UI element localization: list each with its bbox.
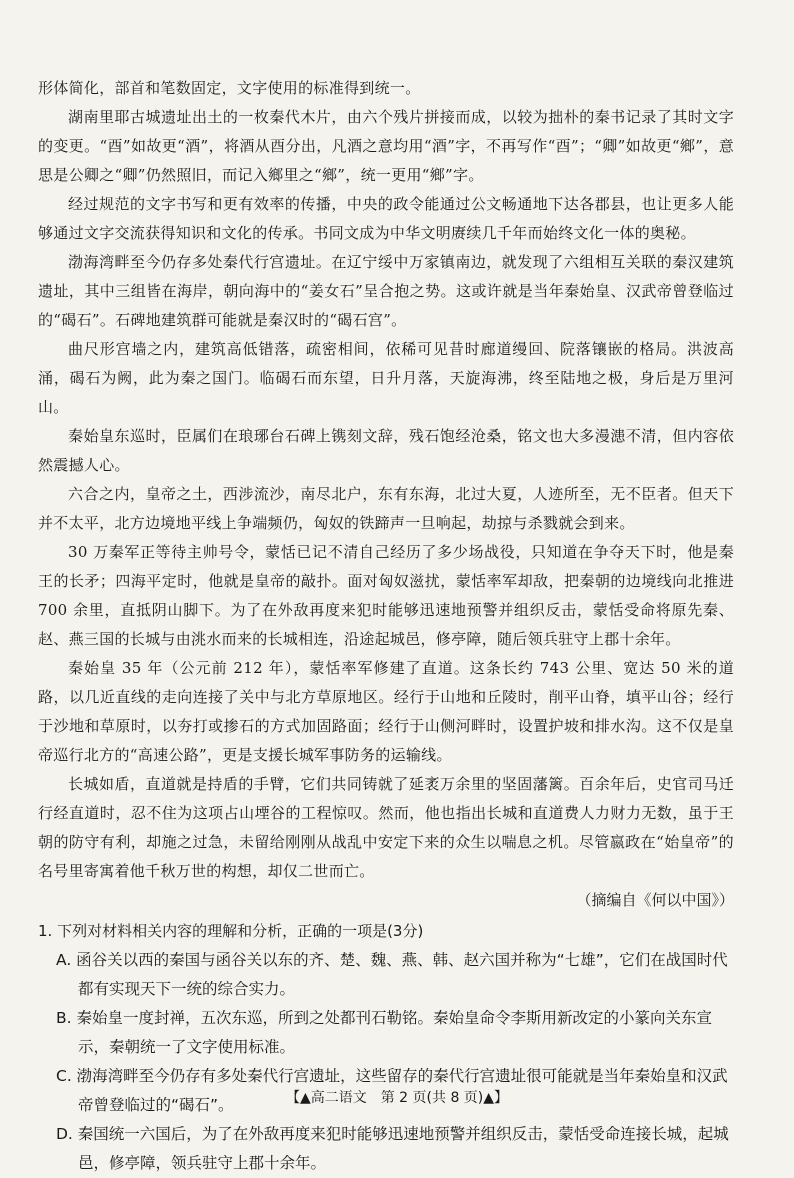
article-paragraph: 经过规范的文字书写和更有效率的传播，中央的政令能通过公文畅通地下达各郡县，也让更多人能够通过文字交流获得知识和文化的传承。书同文成为中华文明赓续几千年而始终文化一体的奥秘。 — [38, 195, 734, 242]
article-paragraph: 六合之内，皇帝之土，西涉流沙，南尽北户，东有东海，北过大夏，人迹所至，无不臣者。但天下并不太平，北方边境地平线上争端频仍，匈奴的铁蹄声一旦响起，劫掠与杀戮就会到来。 — [38, 485, 734, 532]
article-paragraph: 长城如盾，直道就是持盾的手臂，它们共同铸就了延袤万余里的坚固藩篱。百余年后，史官司马迁行经直道时，忍不住为这项占山堙谷的工程惊叹。然而，他也指出长城和直道费人力财力无数，虽于王朝的防守有利，却施之过急，未留给刚刚从战乱中安定下来的众生以喘息之机。尽管嬴政在“始皇帝”的名号里寄寓着他千秋万世的构想，却仅二世而亡。 — [38, 775, 734, 880]
option-d: D. 秦国统一六国后，为了在外敌再度来犯时能够迅速地预警并组织反击，蒙恬受命连接长城，起城邑，修亭障，领兵驻守上郡十余年。 — [56, 1125, 729, 1172]
article-paragraph: 30 万秦军正等待主帅号令，蒙恬已记不清自己经历了多少场战役，只知道在争夺天下时，他是秦王的长矛；四海平定时，他就是皇帝的敲扑。面对匈奴滋扰，蒙恬率军却敌，把秦朝的边境线向北推进 700 余里，直抵阴山脚下。为了在外敌再度来犯时能够迅速地预警并组织反击，蒙恬受命将原先秦、赵、燕三国的长城与由洮水而来的长城相连，沿途起城邑，修亭障，随后领兵驻守上郡十余年。 — [38, 543, 734, 648]
article-source: （摘编自《何以中国》） — [576, 891, 734, 909]
page-footer: 【▲高二语文 第 2 页(共 8 页)▲】 — [285, 1090, 509, 1106]
article-paragraph: 湖南里耶古城遗址出土的一枚秦代木片，由六个残片拼接而成，以较为拙朴的秦书记录了其时文字的变更。“酉”如故更“酒”，将酒从酉分出，凡酒之意均用“酒”字，不再写作“酉”；“卿”如故更“鄉”，意思是公卿之“卿”仍然照旧，而记入鄉里之“鄉”，统一更用“鄉”字。 — [38, 108, 734, 184]
question-stem: 1. 下列对材料相关内容的理解和分析，正确的一项是(3分) — [38, 922, 424, 940]
option-a: A. 函谷关以西的秦国与函谷关以东的齐、楚、魏、燕、韩、赵六国并称为“七雄”，它们在战国时代都有实现天下一统的综合实力。 — [56, 951, 728, 998]
article-paragraph: 渤海湾畔至今仍存多处秦代行宫遗址。在辽宁绥中万家镇南边，就发现了六组相互关联的秦汉建筑遗址，其中三组皆在海岸，朝向海中的“姜女石”呈合抱之势。这或许就是当年秦始皇、汉武帝曾登临过的“碣石”。石碑地建筑群可能就是秦汉时的“碣石宫”。 — [38, 253, 734, 329]
question-block — [38, 917, 734, 1178]
option-b: B. 秦始皇一度封禅，五次东巡，所到之处都刊石勒铭。秦始皇命令李斯用新改定的小篆向关东宣示，秦朝统一了文字使用标准。 — [56, 1009, 712, 1056]
article-paragraph: 曲尺形宫墙之内，建筑高低错落，疏密相间，依稀可见昔时廊道缦回、院落镶嵌的格局。洪波高涌，碣石为阙，此为秦之国门。临碣石而东望，日升月落，天旋海沸，终至陆地之极，身后是万里河山。 — [38, 340, 734, 416]
option-c: C. 渤海湾畔至今仍存有多处秦代行宫遗址，这些留存的秦代行宫遗址很可能就是当年秦始皇和汉武帝曾登临过的“碣石”。 — [56, 1067, 728, 1114]
article — [38, 74, 734, 915]
article-paragraph: 形体简化，部首和笔数固定，文字使用的标准得到统一。 — [38, 79, 421, 97]
article-paragraph: 秦始皇 35 年（公元前 212 年），蒙恬率军修建了直道。这条长约 743 公里、宽达 50 米的道路，以几近直线的走向连接了关中与北方草原地区。经行于山地和丘陵时，削平山脊，填平山谷；经行于沙地和草原时，以夯打或掺石的方式加固路面；经行于山侧河畔时，设置护坡和排水沟。这不仅是皇帝巡行北方的“高速公路”，更是支援长城军事防务的运输线。 — [38, 659, 734, 764]
article-paragraph: 秦始皇东巡时，臣属们在琅琊台石碑上镌刻文辞，残石饱经沧桑，铭文也大多漫漶不清，但内容依然震撼人心。 — [38, 427, 734, 474]
